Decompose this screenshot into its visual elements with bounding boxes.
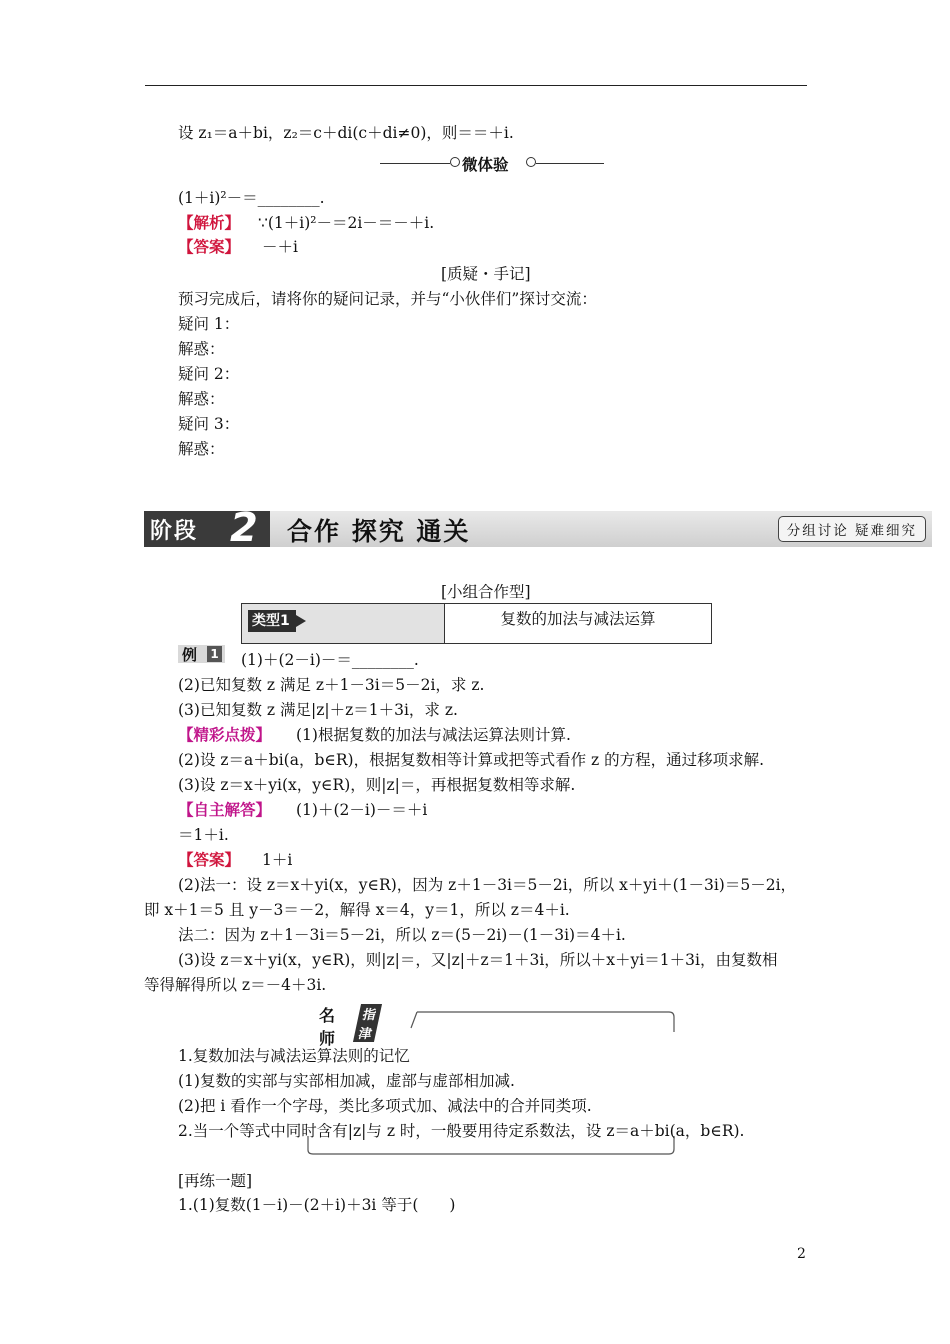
example-q3: (3)已知复数 z 满足|z|＋z＝1＋3i，求 z.	[178, 701, 458, 719]
stage-box	[144, 505, 270, 551]
tip-1: 1.复数加法与减法运算法则的记忆	[178, 1047, 410, 1065]
type-tag: 类型1	[248, 610, 296, 632]
group-title: [小组合作型]	[441, 583, 531, 601]
question-2: 疑问 2：	[178, 365, 240, 383]
micro-rule-right	[536, 163, 604, 164]
analysis-label: 【解析】	[178, 213, 241, 232]
practice-q1: 1.(1)复数(1－i)－(2＋i)＋3i 等于( )	[178, 1196, 456, 1214]
formula-line: 设 z₁＝a＋bi，z₂＝c＋di(c＋di≠0)，则＝＝＋i.	[178, 124, 514, 142]
example-q1: (1)＋(2－i)－＝________.	[241, 651, 419, 669]
answer-text-2: 1＋i	[262, 851, 293, 869]
type-title: 复数的加法与减法运算	[500, 610, 656, 628]
hint-1: (1)根据复数的加法与减法运算法则计算.	[296, 726, 571, 744]
solution-2a: (2)法一：设 z＝x＋yi(x，y∈R)，因为 z＋1－3i＝5－2i，所以 x＋yi＋(1－3i)＝5－2i，	[178, 876, 797, 894]
tip-3: (2)把 i 看作一个字母，类比多项式加、减法中的合并同类项.	[178, 1097, 592, 1115]
solution-2b: 即 x＋1＝5 且 y－3＝－2，解得 x＝4，y＝1，所以 z＝4＋i.	[144, 901, 570, 919]
notes-intro: 预习完成后，请将你的疑问记录，并与“小伙伴们”探讨交流：	[178, 290, 597, 308]
stage-number: 2	[230, 505, 258, 551]
tips-tag-a: 名师	[319, 1006, 336, 1048]
self-solve-2: ＝1＋i.	[178, 826, 229, 844]
example-number: 1	[207, 646, 222, 662]
circle-icon	[526, 157, 536, 167]
analysis-text: ∵(1＋i)²－＝2i－＝－＋i.	[258, 214, 435, 232]
notes-title: [质疑・手记]	[441, 265, 531, 283]
self-solve-1: (1)＋(2－i)－＝＋i	[296, 801, 428, 819]
stage-label: 阶段	[150, 519, 199, 544]
answer-2: 解惑：	[178, 390, 225, 408]
question-3: 疑问 3：	[178, 415, 240, 433]
hint-label: 【精彩点拨】	[178, 725, 272, 744]
example-tag	[178, 645, 225, 663]
example-q2: (2)已知复数 z 满足 z＋1－3i＝5－2i，求 z.	[178, 676, 485, 694]
solution-2c: 法二：因为 z＋1－3i＝5－2i，所以 z＝(5－2i)－(1－3i)＝4＋i.	[178, 926, 626, 944]
hint-2: (2)设 z＝a＋bi(a，b∈R)，根据复数相等计算或把等式看作 z 的方程，通过移项求解.	[178, 751, 765, 769]
practice-title: [再练一题]	[178, 1172, 253, 1190]
answer-3: 解惑：	[178, 440, 225, 458]
hint-3: (3)设 z＝x＋yi(x，y∈R)，则|z|＝，再根据复数相等求解.	[178, 776, 576, 794]
answer-1: 解惑：	[178, 340, 225, 358]
page-number: 2	[797, 1246, 806, 1262]
banner-subtitle: 分组讨论 疑难细究	[778, 516, 926, 542]
self-solve-label: 【自主解答】	[178, 800, 272, 819]
stage-banner	[144, 505, 932, 551]
question-1: 疑问 1：	[178, 315, 240, 333]
banner-title: 合作 探究 通关	[287, 517, 471, 546]
example-label: 例	[182, 646, 198, 664]
micro-rule-left	[380, 163, 450, 164]
answer-label: 【答案】	[178, 237, 241, 256]
answer-label-2: 【答案】	[178, 850, 241, 869]
solution-3b: 等得解得所以 z＝－4＋3i.	[144, 976, 327, 994]
tip-2: (1)复数的实部与实部相加减，虚部与虚部相加减.	[178, 1072, 515, 1090]
tip-4: 2.当一个等式中同时含有|z|与 z 时，一般要用待定系数法，设 z＝a＋bi(a，b∈R).	[178, 1122, 745, 1140]
type-box	[241, 603, 712, 644]
type-left	[242, 604, 445, 643]
tips-tag-b: 指津	[353, 1004, 382, 1042]
header-rule	[145, 85, 807, 86]
circle-icon	[450, 157, 460, 167]
micro-problem: (1＋i)²－＝________.	[178, 189, 325, 207]
micro-title: 微体验	[462, 155, 509, 174]
solution-3a: (3)设 z＝x＋yi(x，y∈R)，则|z|＝，又|z|＋z＝1＋3i，所以＋x＋yi＝1＋3i，由复数相	[178, 951, 778, 969]
answer-text: －＋i	[262, 238, 298, 256]
